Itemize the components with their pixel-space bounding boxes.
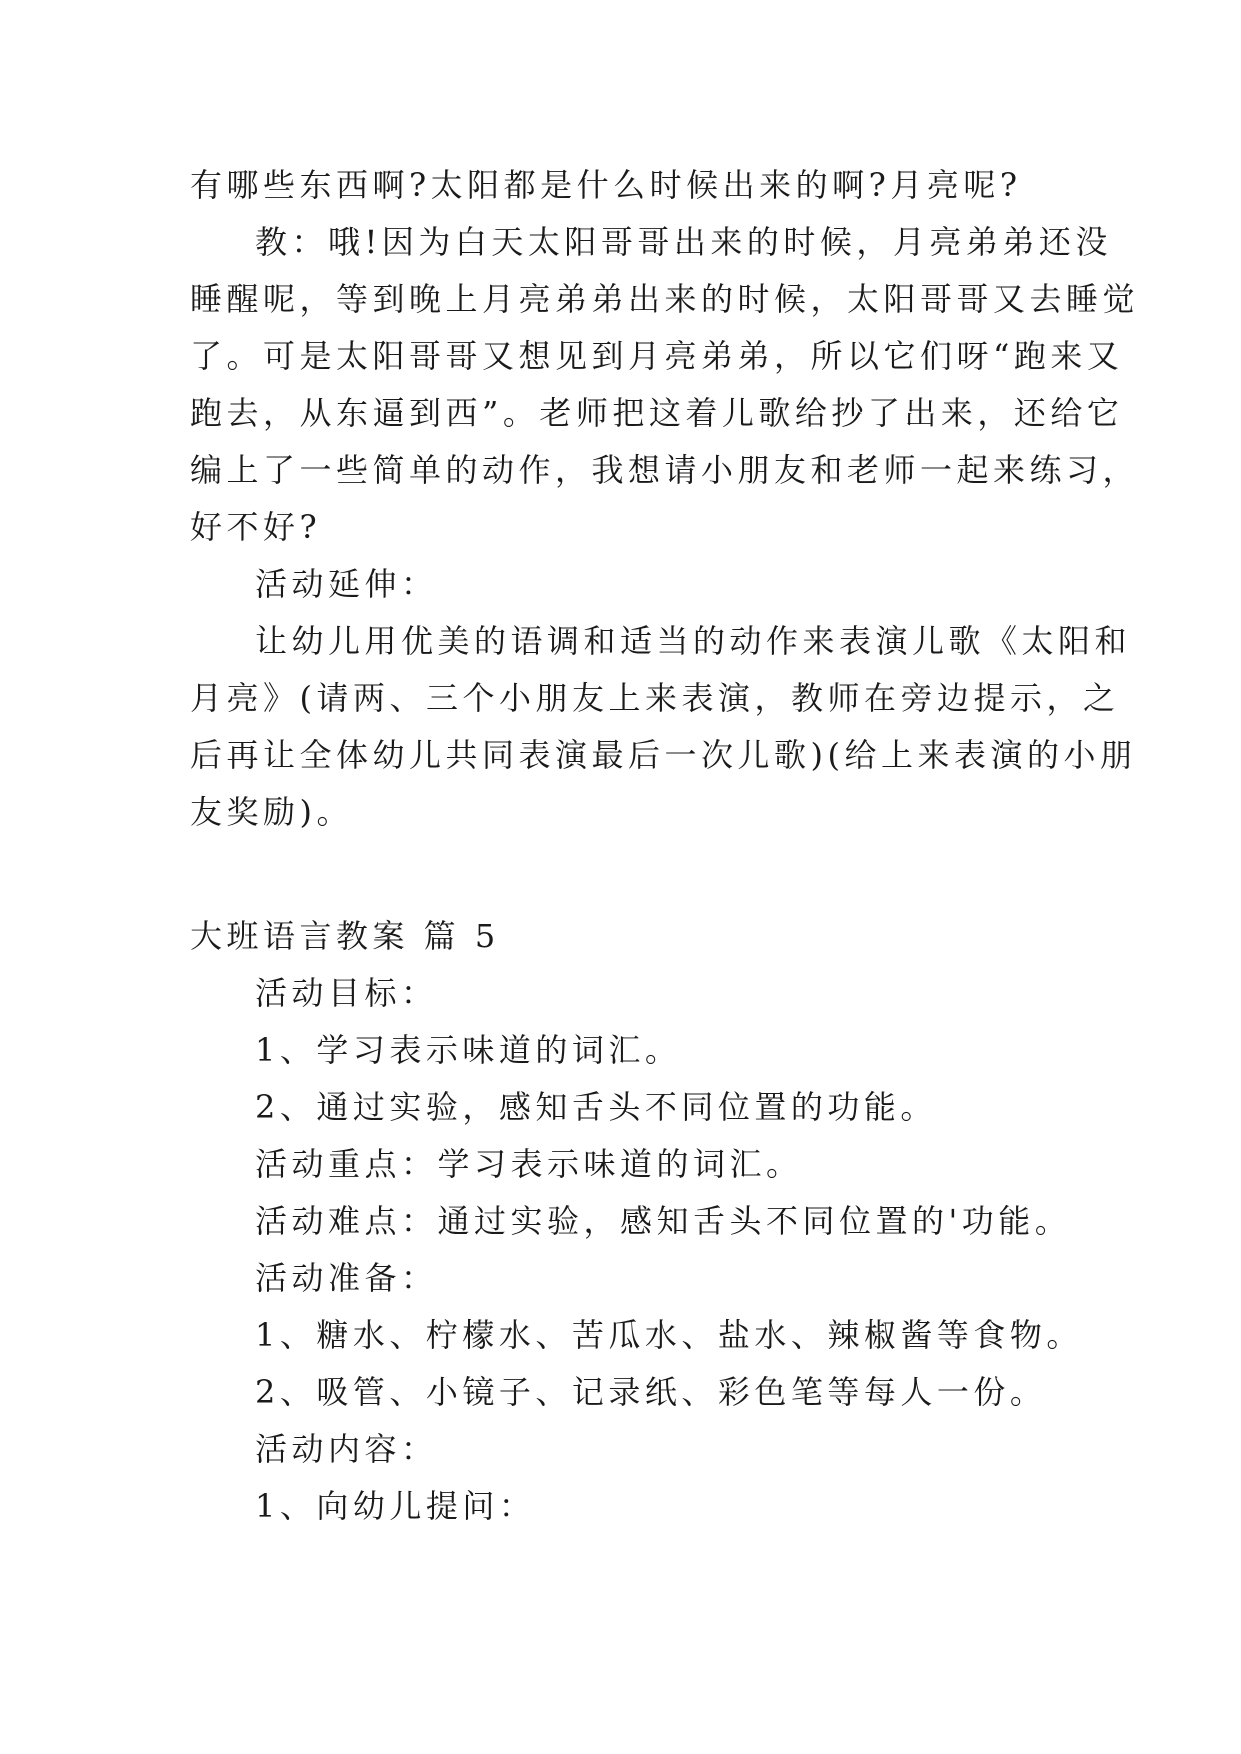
paragraph-line: 活动难点：通过实验，感知舌头不同位置的'功能。 [255,1202,1072,1240]
list-item: 1、学习表示味道的词汇。 [255,1031,682,1069]
paragraph-line: 好不好? [190,508,322,546]
paragraph-line: 睡醒呢，等到晚上月亮弟弟出来的时候，太阳哥哥又去睡觉 [190,280,1140,318]
paragraph-line: 月亮》(请两、三个小朋友上来表演，教师在旁边提示，之 [190,679,1120,717]
list-item: 1、向幼儿提问： [255,1487,536,1525]
list-item: 1、糖水、柠檬水、苦瓜水、盐水、辣椒酱等食物。 [255,1316,1083,1354]
paragraph-line: 编上了一些简单的动作，我想请小朋友和老师一起来练习， [190,451,1140,489]
paragraph-line: 了。可是太阳哥哥又想见到月亮弟弟，所以它们呀“跑来又 [190,337,1124,375]
subheading-activity-content: 活动内容： [255,1430,438,1468]
subheading-activity-preparation: 活动准备： [255,1259,438,1297]
list-item: 2、吸管、小镜子、记录纸、彩色笔等每人一份。 [255,1373,1047,1411]
paragraph-line: 让幼儿用优美的语调和适当的动作来表演儿歌《太阳和 [255,622,1132,660]
subheading-activity-goals: 活动目标： [255,974,438,1012]
paragraph-line: 友奖励)。 [190,793,353,831]
paragraph-line: 跑去，从东逼到西”。老师把这着儿歌给抄了出来，还给它 [190,394,1124,432]
paragraph-line: 教：哦!因为白天太阳哥哥出来的时候，月亮弟弟还没 [255,223,1112,261]
section-title: 大班语言教案 篇 5 [190,917,500,955]
paragraph-line: 活动重点：学习表示味道的词汇。 [255,1145,803,1183]
list-item: 2、通过实验，感知舌头不同位置的功能。 [255,1088,937,1126]
subheading-activity-extension: 活动延伸： [255,565,438,603]
paragraph-line: 后再让全体幼儿共同表演最后一次儿歌)(给上来表演的小朋 [190,736,1137,774]
paragraph-line: 有哪些东西啊?太阳都是什么时候出来的啊?月亮呢? [190,166,1022,204]
